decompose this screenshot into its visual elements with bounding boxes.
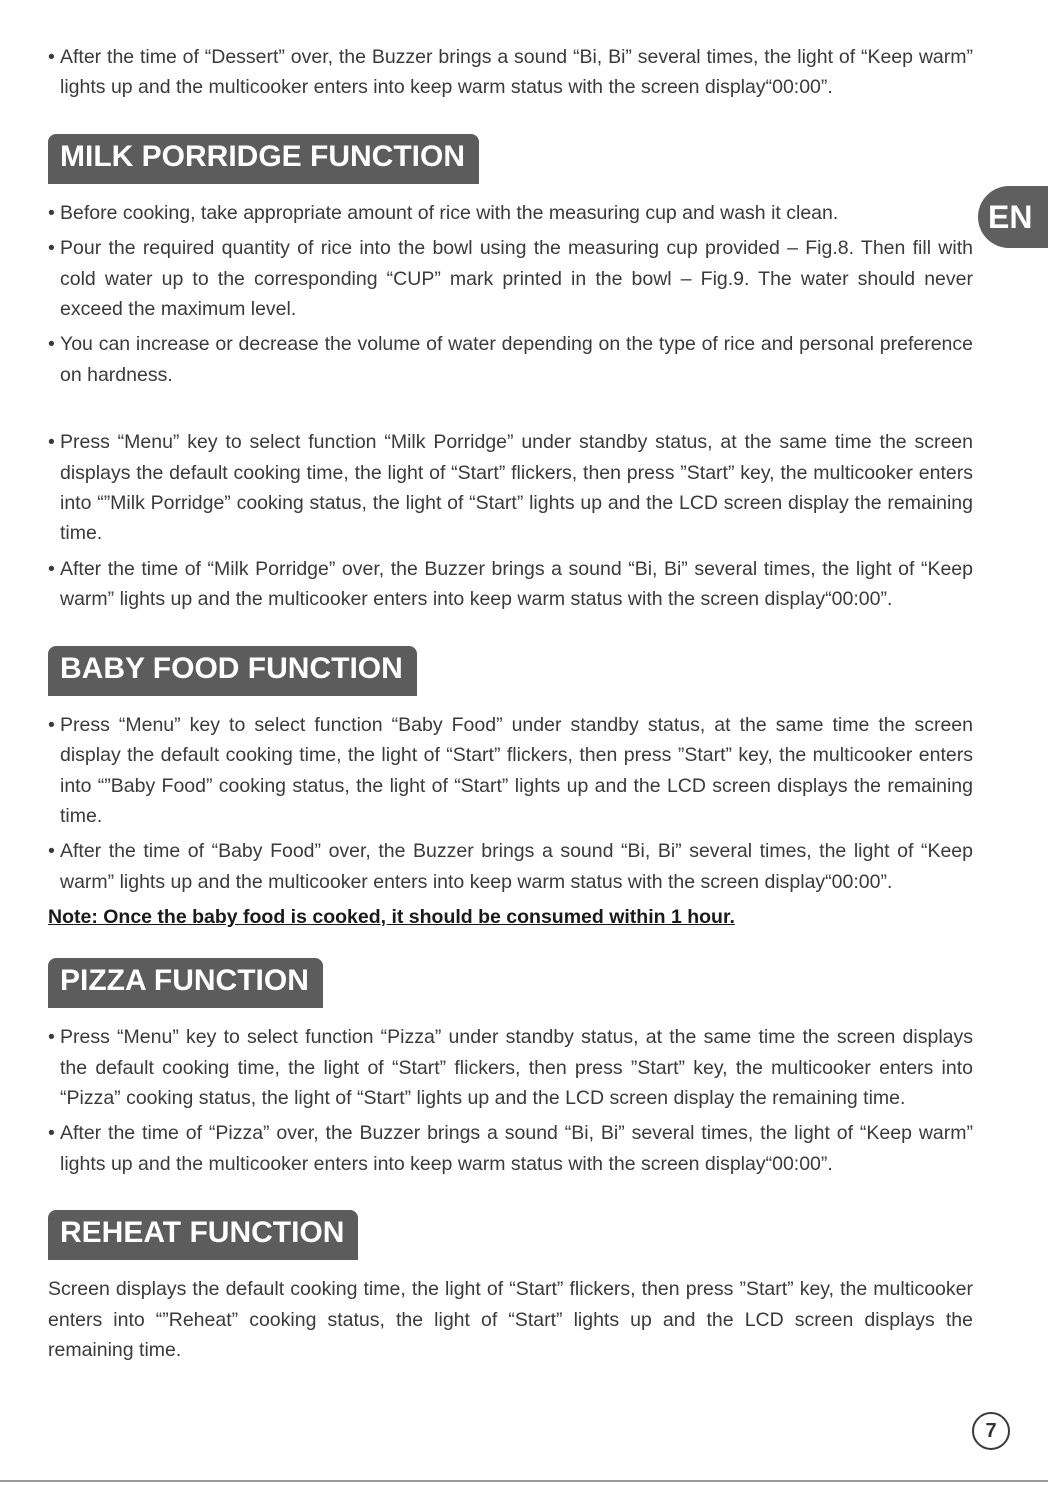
- milk-bullet-2-text-b: Then fill with cold water up to the corresponding “CUP” mark printed in the bowl –: [60, 237, 973, 290]
- page-number: 7: [972, 1412, 1010, 1450]
- milk-porridge-title: MILK PORRIDGE FUNCTION: [48, 134, 479, 182]
- milk-bullet-2-text-a: Pour the required quantity of rice into the bowl using the measuring cup provided –: [60, 237, 806, 260]
- reheat-title: REHEAT FUNCTION: [48, 1210, 358, 1258]
- spacer: [48, 395, 973, 427]
- fig9-reference: Fig.9.: [700, 267, 750, 290]
- reheat-section-header: [48, 1210, 358, 1260]
- pizza-section-header: [48, 958, 323, 1008]
- baby-food-section-header: [48, 646, 417, 696]
- milk-bullet-5: • After the time of “Milk Porridge” over, the Buzzer brings a sound “Bi, Bi” several times, the light of “Keep warm” lights up and the multicooker enters into keep warm status with the screen display“00:00”.: [48, 554, 973, 615]
- manual-page: [48, 42, 973, 1365]
- milk-bullet-4: • Press “Menu” key to select function “Milk Porridge” under standby status, at the same time the screen displays the default cooking time, the light of “Start” flickers, then press ”Start” key, the multicooker enters into “”Milk Porridge” cooking status, the light of “Start” lights up and the LCD screen display the remaining time.: [48, 427, 973, 549]
- milk-bullet-3: • You can increase or decrease the volume of water depending on the type of rice and personal preference on hardness.: [48, 329, 973, 390]
- bottom-rule: [0, 1480, 1048, 1482]
- language-tab: EN: [978, 186, 1048, 248]
- baby-bullet-1: • Press “Menu” key to select function “Baby Food” under standby status, at the same time the screen display the default cooking time, the light of “Start” flickers, then press ”Start” key, the multicooker enters into “”Baby Food” cooking status, the light of “Start” lights up and the LCD screen displays the remaining time.: [48, 710, 973, 832]
- milk-bullet-1: • Before cooking, take appropriate amount of rice with the measuring cup and wash it clean.: [48, 198, 973, 228]
- baby-bullet-2: • After the time of “Baby Food” over, the Buzzer brings a sound “Bi, Bi” several times, the light of “Keep warm” lights up and the multicooker enters into keep warm status with the screen display“00:00”.: [48, 836, 973, 897]
- milk-bullet-2-text-c: The water should never exceed the maximum level.: [60, 267, 973, 321]
- milk-bullet-2: [48, 233, 973, 324]
- milk-porridge-section-header: [48, 134, 479, 184]
- pizza-title: PIZZA FUNCTION: [48, 958, 323, 1006]
- intro-bullet: • After the time of “Dessert” over, the Buzzer brings a sound “Bi, Bi” several times, the light of “Keep warm” lights up and the multicooker enters into keep warm status with the screen display“00:00”.: [48, 42, 973, 103]
- baby-food-title: BABY FOOD FUNCTION: [48, 646, 417, 694]
- pizza-bullet-2: • After the time of “Pizza” over, the Buzzer brings a sound “Bi, Bi” several times, the light of “Keep warm” lights up and the multicooker enters into keep warm status with the screen display“00:00”.: [48, 1118, 973, 1179]
- fig8-reference: Fig.8.: [805, 237, 855, 260]
- reheat-paragraph: Screen displays the default cooking time, the light of “Start” flickers, then press ”Start” key, the multicooker enters into “”Reheat” cooking status, the light of “Start” lights up and the LCD screen displays the remaining time.: [48, 1278, 973, 1361]
- pizza-bullet-1: • Press “Menu” key to select function “Pizza” under standby status, at the same time the screen displays the default cooking time, the light of “Start” flickers, then press ”Start” key, the multicooker enters into “Pizza” cooking status, the light of “Start” lights up and the LCD screen display the remaining time.: [48, 1022, 973, 1113]
- baby-food-note: Note: Once the baby food is cooked, it should be consumed within 1 hour.: [48, 906, 735, 929]
